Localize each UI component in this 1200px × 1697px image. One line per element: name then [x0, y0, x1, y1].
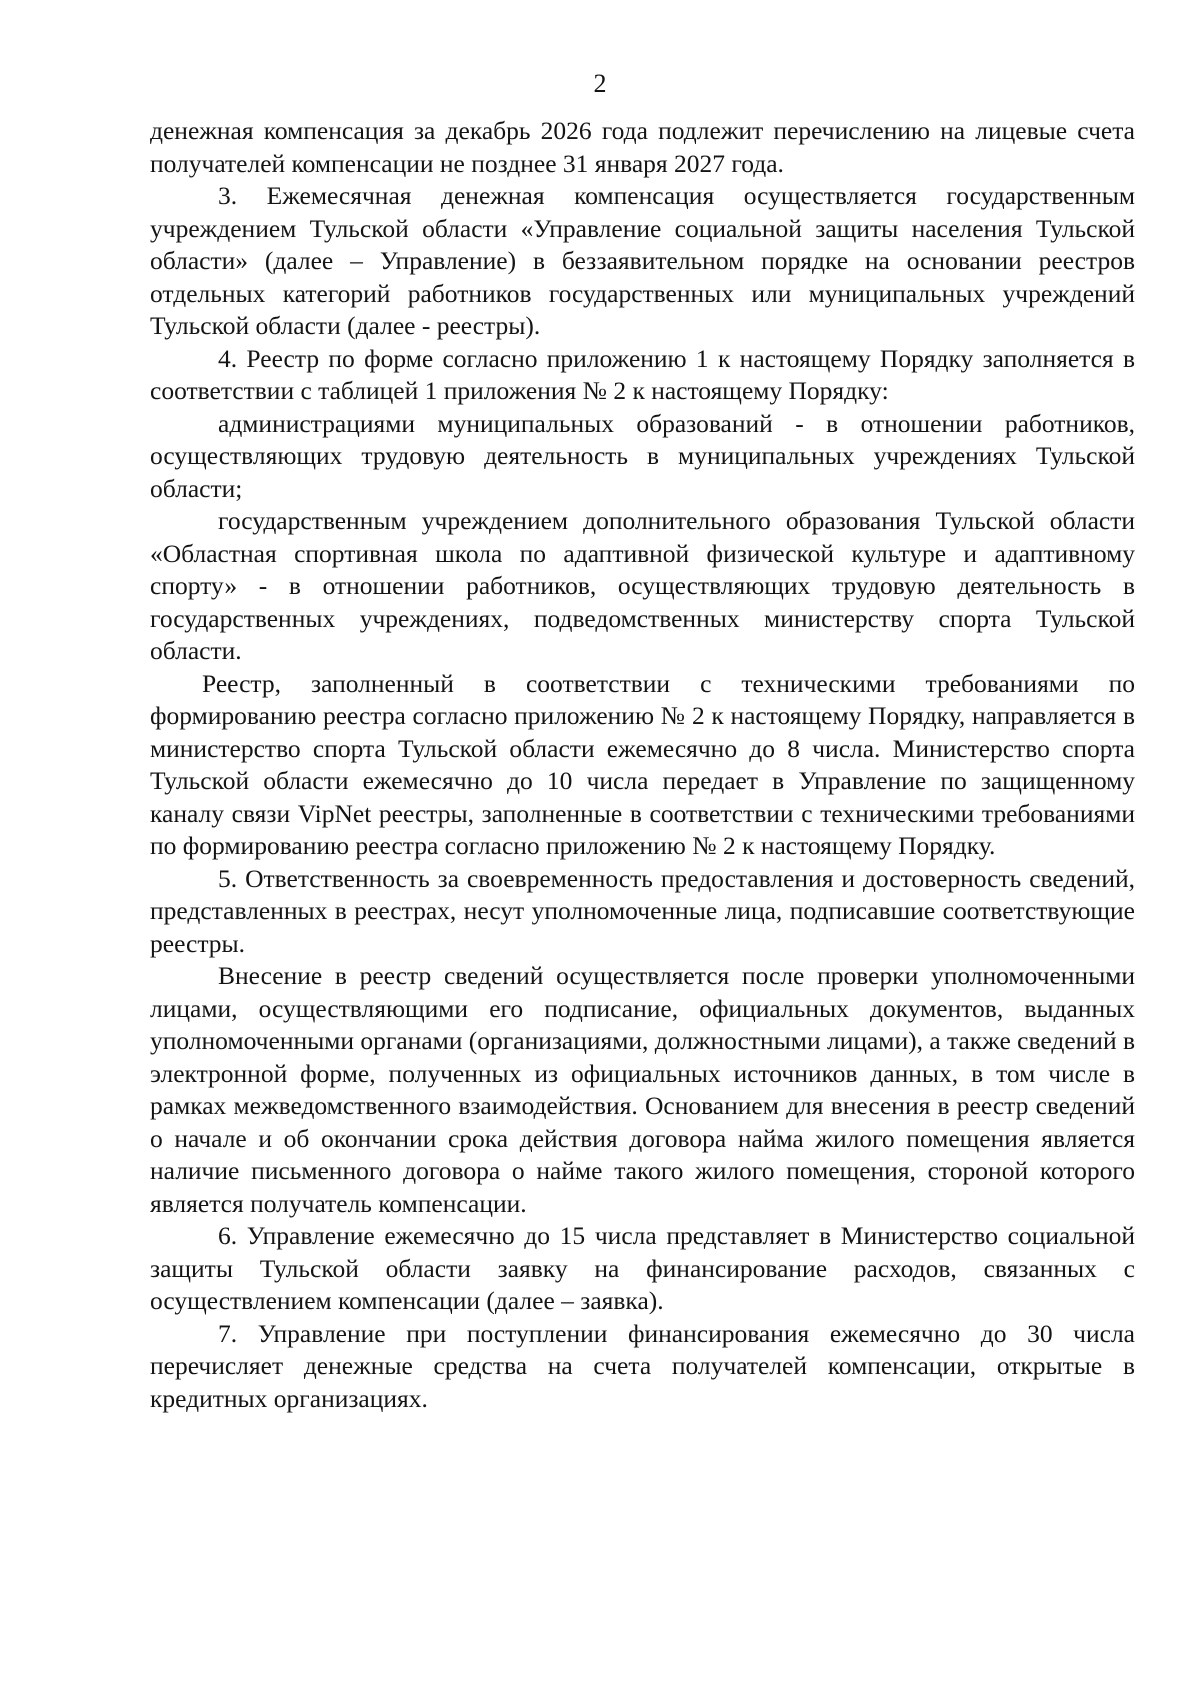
paragraph-registry-submission: Реестр, заполненный в соответствии с техническими требованиями по формированию реестра согласно приложению № 2 к настоящему Порядку, направляется в министерство спорта Тульской области ежемесячно до 8 числа. Министерство спорта Тульской области ежемесячно до 10 числа передает в Управление по защищенному каналу связи VipNet реестры, заполненные в соответствии с техническими требованиями по формированию реестра согласно приложению № 2 к настоящему Порядку. — [150, 668, 1135, 860]
paragraph-continuation: денежная компенсация за декабрь 2026 года подлежит перечислению на лицевые счета получателей компенсации не позднее 31 января 2027 года. — [150, 116, 1135, 178]
paragraph-item-6: 6. Управление ежемесячно до 15 числа представляет в Министерство социальной защиты Тульской области заявку на финансирование расходов, связанных с осуществлением компенсации (далее – заявка). — [150, 1221, 1135, 1315]
paragraph-item-4: 4. Реестр по форме согласно приложению 1 к настоящему Порядку заполняется в соответствии с таблицей 1 приложения № 2 к настоящему Порядку: — [150, 343, 1135, 405]
paragraph-registry-entry: Внесение в реестр сведений осуществляется после проверки уполномоченными лицами, осуществляющими его подписание, официальных документов, выданных уполномоченными органами (организациями, должностными лицами), а также сведений в электронной форме, полученных из официальных источников данных, в том числе в рамках межведомственного взаимодействия. Основанием для внесения в реестр сведений о начале и об окончании срока действия договора найма жилого помещения является наличие письменного договора о найме такого жилого помещения, стороной которого является получатель компенсации. — [150, 961, 1135, 1218]
document-body — [150, 115, 1135, 1415]
paragraph-sub-municipal: администрациями муниципальных образований - в отношении работников, осуществляющих трудовую деятельность в муниципальных учреждениях Тульской области; — [150, 408, 1135, 503]
paragraph-sub-state-school: государственным учреждением дополнительного образования Тульской области «Областная спортивная школа по адаптивной физической культуре и адаптивному спорту» - в отношении работников, осуществляющих трудовую деятельность в государственных учреждениях, подведомственных министерству спорта Тульской области. — [150, 506, 1135, 665]
paragraph-item-5: 5. Ответственность за своевременность предоставления и достоверность сведений, представленных в реестрах, несут уполномоченные лица, подписавшие соответствующие реестры. — [150, 863, 1135, 958]
paragraph-item-3: 3. Ежемесячная денежная компенсация осуществляется государственным учреждением Тульской области «Управление социальной защиты населения Тульской области» (далее – Управление) в беззаявительном порядке на основании реестров отдельных категорий работников государственных или муниципальных учреждений Тульской области (далее - реестры). — [150, 181, 1135, 340]
page-number: 2 — [593, 69, 607, 98]
paragraph-item-7: 7. Управление при поступлении финансирования ежемесячно до 30 числа перечисляет денежные средства на счета получателей компенсации, открытые в кредитных организациях. — [150, 1318, 1135, 1413]
